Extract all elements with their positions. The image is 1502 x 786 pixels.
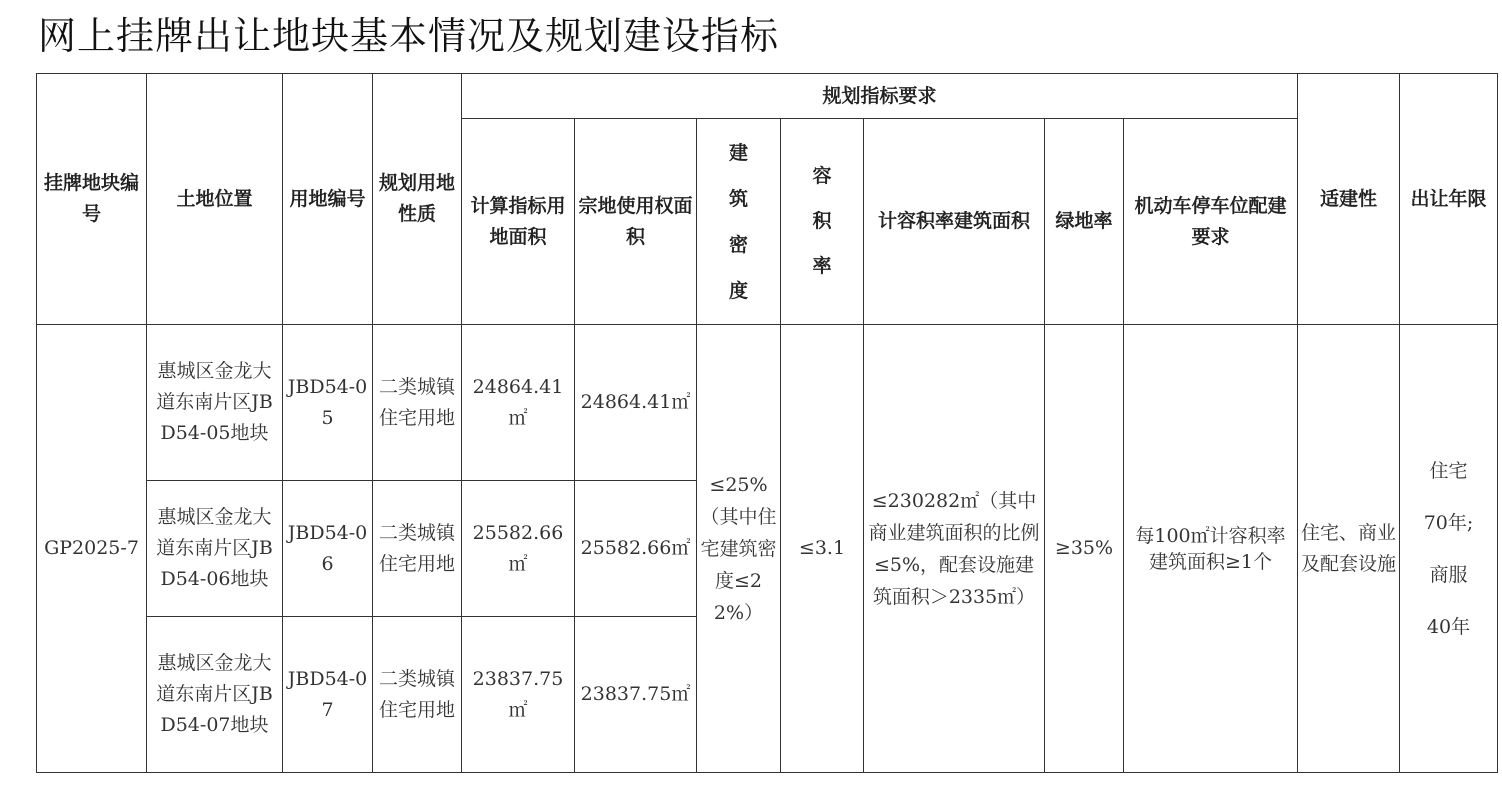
plot-no-cell: GP2025-7 [37,325,147,773]
header-far-area: 计容积率建筑面积 [864,119,1045,325]
location-cell: 惠城区金龙大道东南片区JBD54-07地块 [147,617,283,773]
density-cell: ≤25%（其中住宅建筑密度≤22%） [697,325,781,773]
header-far [781,119,864,325]
calc-area-cell: 24864.41㎡ [462,325,575,481]
land-code-cell: JBD54-06 [283,481,373,617]
suitability-cell: 住宅、商业及配套设施 [1298,325,1400,773]
term-cell [1400,325,1498,773]
location-cell: 惠城区金龙大道东南片区JBD54-05地块 [147,325,283,481]
land-use-cell: 二类城镇住宅用地 [373,325,462,481]
header-density-char: 度 [728,279,748,302]
parcel-area-cell: 24864.41㎡ [575,325,697,481]
land-code-cell: JBD54-05 [283,325,373,481]
header-row-1 [37,74,1498,119]
header-calc-area: 计算指标用地面积 [462,119,575,325]
parking-cell: 每100㎡计容积率建筑面积≥1个 [1124,325,1298,773]
table-row [37,325,1498,481]
header-suitability: 适建性 [1298,74,1400,325]
header-far-char: 积 [812,210,832,232]
land-info-table [36,73,1498,773]
page-title: 网上挂牌出让地块基本情况及规划建设指标 [38,14,780,58]
land-code-cell: JBD54-07 [283,617,373,773]
header-density-char: 筑 [728,187,748,210]
location-cell: 惠城区金龙大道东南片区JBD54-06地块 [147,481,283,617]
header-land-code: 用地编号 [283,74,373,325]
parcel-area-cell: 23837.75㎡ [575,617,697,773]
header-density-char: 密 [728,233,748,256]
term-line: 70年; [1423,511,1474,534]
calc-area-cell: 25582.66㎡ [462,481,575,617]
land-use-cell: 二类城镇住宅用地 [373,617,462,773]
header-density [697,119,781,325]
header-far-char: 容 [812,165,832,187]
green-rate-cell: ≥35% [1045,325,1124,773]
header-density-char: 建 [728,141,748,164]
parcel-area-cell: 25582.66㎡ [575,481,697,617]
header-plot-no: 挂牌地块编号 [37,74,147,325]
header-location: 土地位置 [147,74,283,325]
term-line: 住宅 [1429,459,1468,482]
header-green-rate: 绿地率 [1045,119,1124,325]
term-line: 40年 [1426,615,1471,638]
header-term: 出让年限 [1400,74,1498,325]
calc-area-cell: 23837.75㎡ [462,617,575,773]
far-cell: ≤3.1 [781,325,864,773]
header-land-use: 规划用地性质 [373,74,462,325]
far-area-cell: ≤230282㎡（其中商业建筑面积的比例≤5%，配套设施建筑面积＞2335㎡） [864,325,1045,773]
header-parcel-area: 宗地使用权面积 [575,119,697,325]
header-planning-requirements: 规划指标要求 [462,74,1298,119]
header-parking: 机动车停车位配建要求 [1124,119,1298,325]
term-line: 商服 [1429,563,1468,586]
land-use-cell: 二类城镇住宅用地 [373,481,462,617]
header-far-char: 率 [812,255,832,277]
